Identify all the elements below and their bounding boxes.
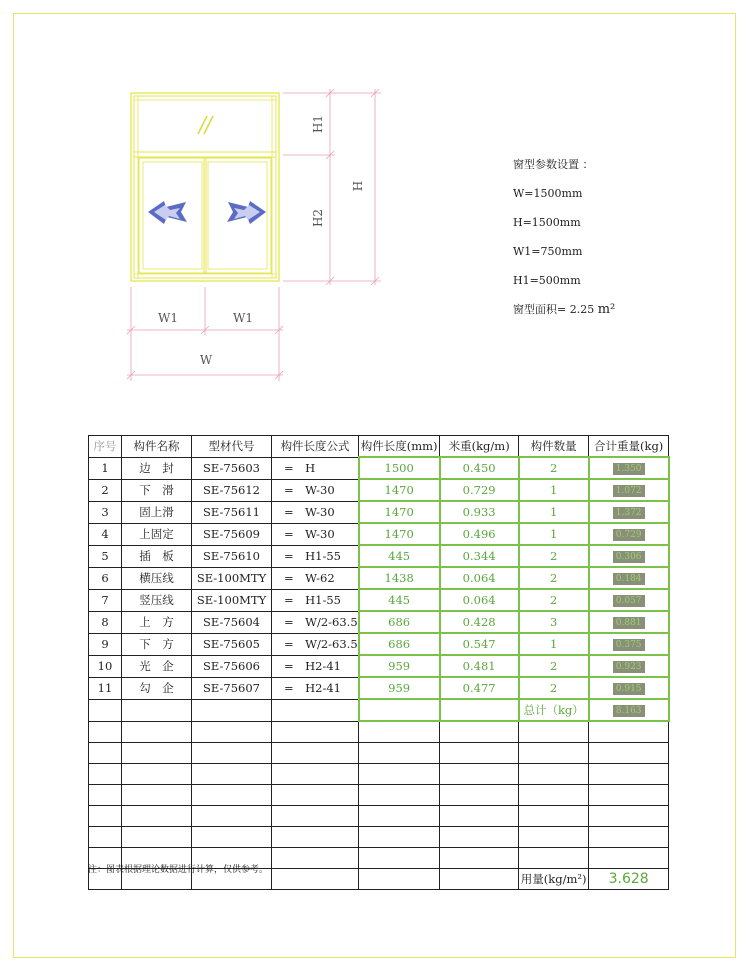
glass-reflection-icon bbox=[198, 116, 213, 134]
cell-code: SE-100MTY bbox=[192, 567, 272, 589]
col-header-length: 构件长度(mm) bbox=[359, 436, 440, 458]
cell-total-value: 1.372 bbox=[613, 507, 645, 519]
cell-total bbox=[589, 457, 669, 479]
cell-name: 固上滑 bbox=[122, 501, 192, 523]
cell-code: SE-75610 bbox=[192, 545, 272, 567]
cell-code: SE-75612 bbox=[192, 479, 272, 501]
cell-no: 4 bbox=[89, 523, 122, 545]
total-row bbox=[89, 699, 669, 721]
table-row bbox=[89, 545, 669, 567]
cell-length: 1470 bbox=[359, 501, 440, 523]
param-area-label: 窗型面积= 2.25 bbox=[513, 303, 595, 316]
empty-row bbox=[89, 806, 669, 827]
cell-qty: 2 bbox=[519, 545, 589, 567]
cell-unit-weight: 0.064 bbox=[440, 589, 519, 611]
cell-qty: 1 bbox=[519, 479, 589, 501]
cell-total-value: 0.375 bbox=[613, 639, 645, 651]
dim-label-w1-left: W1 bbox=[158, 311, 178, 325]
cell-unit-weight: 0.729 bbox=[440, 479, 519, 501]
empty-row bbox=[89, 827, 669, 848]
cell-length: 686 bbox=[359, 633, 440, 655]
cell-formula: = H2-41 bbox=[272, 655, 359, 677]
col-header-total: 合计重量(kg) bbox=[589, 436, 669, 458]
cell-length: 445 bbox=[359, 545, 440, 567]
table-row bbox=[89, 677, 669, 699]
cell-name: 下 方 bbox=[122, 633, 192, 655]
cell-qty: 2 bbox=[519, 589, 589, 611]
cell-no: 10 bbox=[89, 655, 122, 677]
window-transom bbox=[134, 152, 276, 157]
cell-unit-weight: 0.064 bbox=[440, 567, 519, 589]
cell-unit-weight: 0.344 bbox=[440, 545, 519, 567]
cell-formula: = H1-55 bbox=[272, 545, 359, 567]
cell-unit-weight: 0.496 bbox=[440, 523, 519, 545]
cell-qty: 2 bbox=[519, 655, 589, 677]
cell-formula: = H bbox=[272, 457, 359, 479]
cell-total-value: 0.923 bbox=[613, 661, 645, 673]
dim-label-h: H bbox=[351, 180, 365, 192]
cell-name: 插 板 bbox=[122, 545, 192, 567]
sliding-arrow-right-icon bbox=[227, 201, 266, 224]
total-value: 8.163 bbox=[613, 705, 645, 717]
col-header-no: 序号 bbox=[89, 436, 122, 458]
window-parameters bbox=[513, 150, 615, 324]
cell-name: 上 方 bbox=[122, 611, 192, 633]
col-header-qty: 构件数量 bbox=[519, 436, 589, 458]
cell-total bbox=[589, 523, 669, 545]
cell-code: SE-75604 bbox=[192, 611, 272, 633]
cell-formula: = W-30 bbox=[272, 479, 359, 501]
cell-total bbox=[589, 479, 669, 501]
col-header-code: 型材代号 bbox=[192, 436, 272, 458]
cell-total bbox=[589, 677, 669, 699]
table-row bbox=[89, 611, 669, 633]
cell-total bbox=[589, 545, 669, 567]
height-dimensions bbox=[283, 89, 381, 285]
cell-no: 5 bbox=[89, 545, 122, 567]
col-header-unit-weight: 米重(kg/m) bbox=[440, 436, 519, 458]
cell-total-value: 0.729 bbox=[613, 529, 645, 541]
col-header-name: 构件名称 bbox=[122, 436, 192, 458]
dim-label-h2: H2 bbox=[311, 208, 325, 228]
cell-qty: 1 bbox=[519, 633, 589, 655]
cell-qty: 2 bbox=[519, 677, 589, 699]
cell-no: 8 bbox=[89, 611, 122, 633]
cell-total-value: 1.350 bbox=[613, 463, 645, 475]
cell-code: SE-75607 bbox=[192, 677, 272, 699]
cell-unit-weight: 0.481 bbox=[440, 655, 519, 677]
dim-label-w: W bbox=[199, 353, 213, 367]
cell-name: 勾 企 bbox=[122, 677, 192, 699]
cell-length: 959 bbox=[359, 677, 440, 699]
cell-unit-weight: 0.428 bbox=[440, 611, 519, 633]
cell-no: 11 bbox=[89, 677, 122, 699]
cell-total bbox=[589, 567, 669, 589]
cell-length: 959 bbox=[359, 655, 440, 677]
usage-label: 用量(kg/m²) bbox=[519, 869, 589, 890]
table-row bbox=[89, 567, 669, 589]
cell-total-value: 0.881 bbox=[613, 617, 645, 629]
cell-length: 1470 bbox=[359, 479, 440, 501]
cell-total-value: 1.072 bbox=[613, 485, 645, 497]
empty-row bbox=[89, 743, 669, 764]
cell-length: 1470 bbox=[359, 523, 440, 545]
window-drawing bbox=[0, 0, 750, 420]
cell-qty: 2 bbox=[519, 457, 589, 479]
col-header-formula: 构件长度公式 bbox=[272, 436, 359, 458]
cell-code: SE-75606 bbox=[192, 655, 272, 677]
cell-formula: = W-30 bbox=[272, 501, 359, 523]
table-row bbox=[89, 457, 669, 479]
cell-qty: 1 bbox=[519, 501, 589, 523]
cell-code: SE-75611 bbox=[192, 501, 272, 523]
total-label: 总计（kg） bbox=[519, 699, 589, 721]
footnote: 注：图表根据理论数据进行计算，仅供参考。 bbox=[88, 865, 269, 875]
cell-code: SE-100MTY bbox=[192, 589, 272, 611]
cell-total bbox=[589, 611, 669, 633]
usage-value: 3.628 bbox=[589, 869, 669, 890]
table-header-row bbox=[89, 436, 669, 458]
params-title: 窗型参数设置 ： bbox=[513, 158, 594, 171]
cell-total bbox=[589, 633, 669, 655]
cell-total-value: 0.184 bbox=[613, 573, 645, 585]
cell-unit-weight: 0.477 bbox=[440, 677, 519, 699]
table-row bbox=[89, 479, 669, 501]
cell-formula: = W-30 bbox=[272, 523, 359, 545]
empty-row bbox=[89, 785, 669, 806]
cell-length: 686 bbox=[359, 611, 440, 633]
param-area bbox=[513, 295, 615, 324]
param-w: W=1500mm bbox=[513, 187, 583, 200]
cell-name: 竖压线 bbox=[122, 589, 192, 611]
cell-name: 光 企 bbox=[122, 655, 192, 677]
cell-no: 9 bbox=[89, 633, 122, 655]
cell-code: SE-75605 bbox=[192, 633, 272, 655]
cell-name: 横压线 bbox=[122, 567, 192, 589]
param-h1: H1=500mm bbox=[513, 274, 581, 287]
cell-unit-weight: 0.547 bbox=[440, 633, 519, 655]
cell-no: 3 bbox=[89, 501, 122, 523]
table-row bbox=[89, 589, 669, 611]
table-row bbox=[89, 523, 669, 545]
dim-label-h1: H1 bbox=[311, 114, 325, 134]
cell-formula: = W/2-63.5 bbox=[272, 611, 359, 633]
cell-code: SE-75609 bbox=[192, 523, 272, 545]
cell-length: 1438 bbox=[359, 567, 440, 589]
cell-total-value: 0.306 bbox=[613, 551, 645, 563]
window-inner-frame bbox=[134, 96, 276, 278]
empty-row bbox=[89, 721, 669, 743]
sliding-arrow-left-icon bbox=[148, 201, 187, 224]
cell-total-value: 0.057 bbox=[613, 595, 645, 607]
cell-no: 1 bbox=[89, 457, 122, 479]
dim-label-w1-right: W1 bbox=[233, 311, 253, 325]
cell-total bbox=[589, 589, 669, 611]
profile-weight-table bbox=[88, 435, 670, 890]
cell-qty: 1 bbox=[519, 523, 589, 545]
cell-total bbox=[589, 655, 669, 677]
cell-formula: = H1-55 bbox=[272, 589, 359, 611]
cell-no: 7 bbox=[89, 589, 122, 611]
cell-name: 下 滑 bbox=[122, 479, 192, 501]
cell-qty: 2 bbox=[519, 567, 589, 589]
cell-formula: = W/2-63.5 bbox=[272, 633, 359, 655]
cell-formula: = H2-41 bbox=[272, 677, 359, 699]
table-row bbox=[89, 655, 669, 677]
cell-no: 6 bbox=[89, 567, 122, 589]
table-row bbox=[89, 501, 669, 523]
cell-total-value: 0.915 bbox=[613, 683, 645, 695]
param-area-unit: m² bbox=[597, 302, 616, 317]
param-h: H=1500mm bbox=[513, 216, 581, 229]
cell-code: SE-75603 bbox=[192, 457, 272, 479]
cell-total bbox=[589, 501, 669, 523]
cell-unit-weight: 0.450 bbox=[440, 457, 519, 479]
cell-name: 边 封 bbox=[122, 457, 192, 479]
cell-no: 2 bbox=[89, 479, 122, 501]
cell-qty: 3 bbox=[519, 611, 589, 633]
cell-length: 1500 bbox=[359, 457, 440, 479]
cell-length: 445 bbox=[359, 589, 440, 611]
cell-formula: = W-62 bbox=[272, 567, 359, 589]
param-w1: W1=750mm bbox=[513, 245, 583, 258]
table-row bbox=[89, 633, 669, 655]
cell-unit-weight: 0.933 bbox=[440, 501, 519, 523]
cell-name: 上固定 bbox=[122, 523, 192, 545]
empty-row bbox=[89, 764, 669, 785]
